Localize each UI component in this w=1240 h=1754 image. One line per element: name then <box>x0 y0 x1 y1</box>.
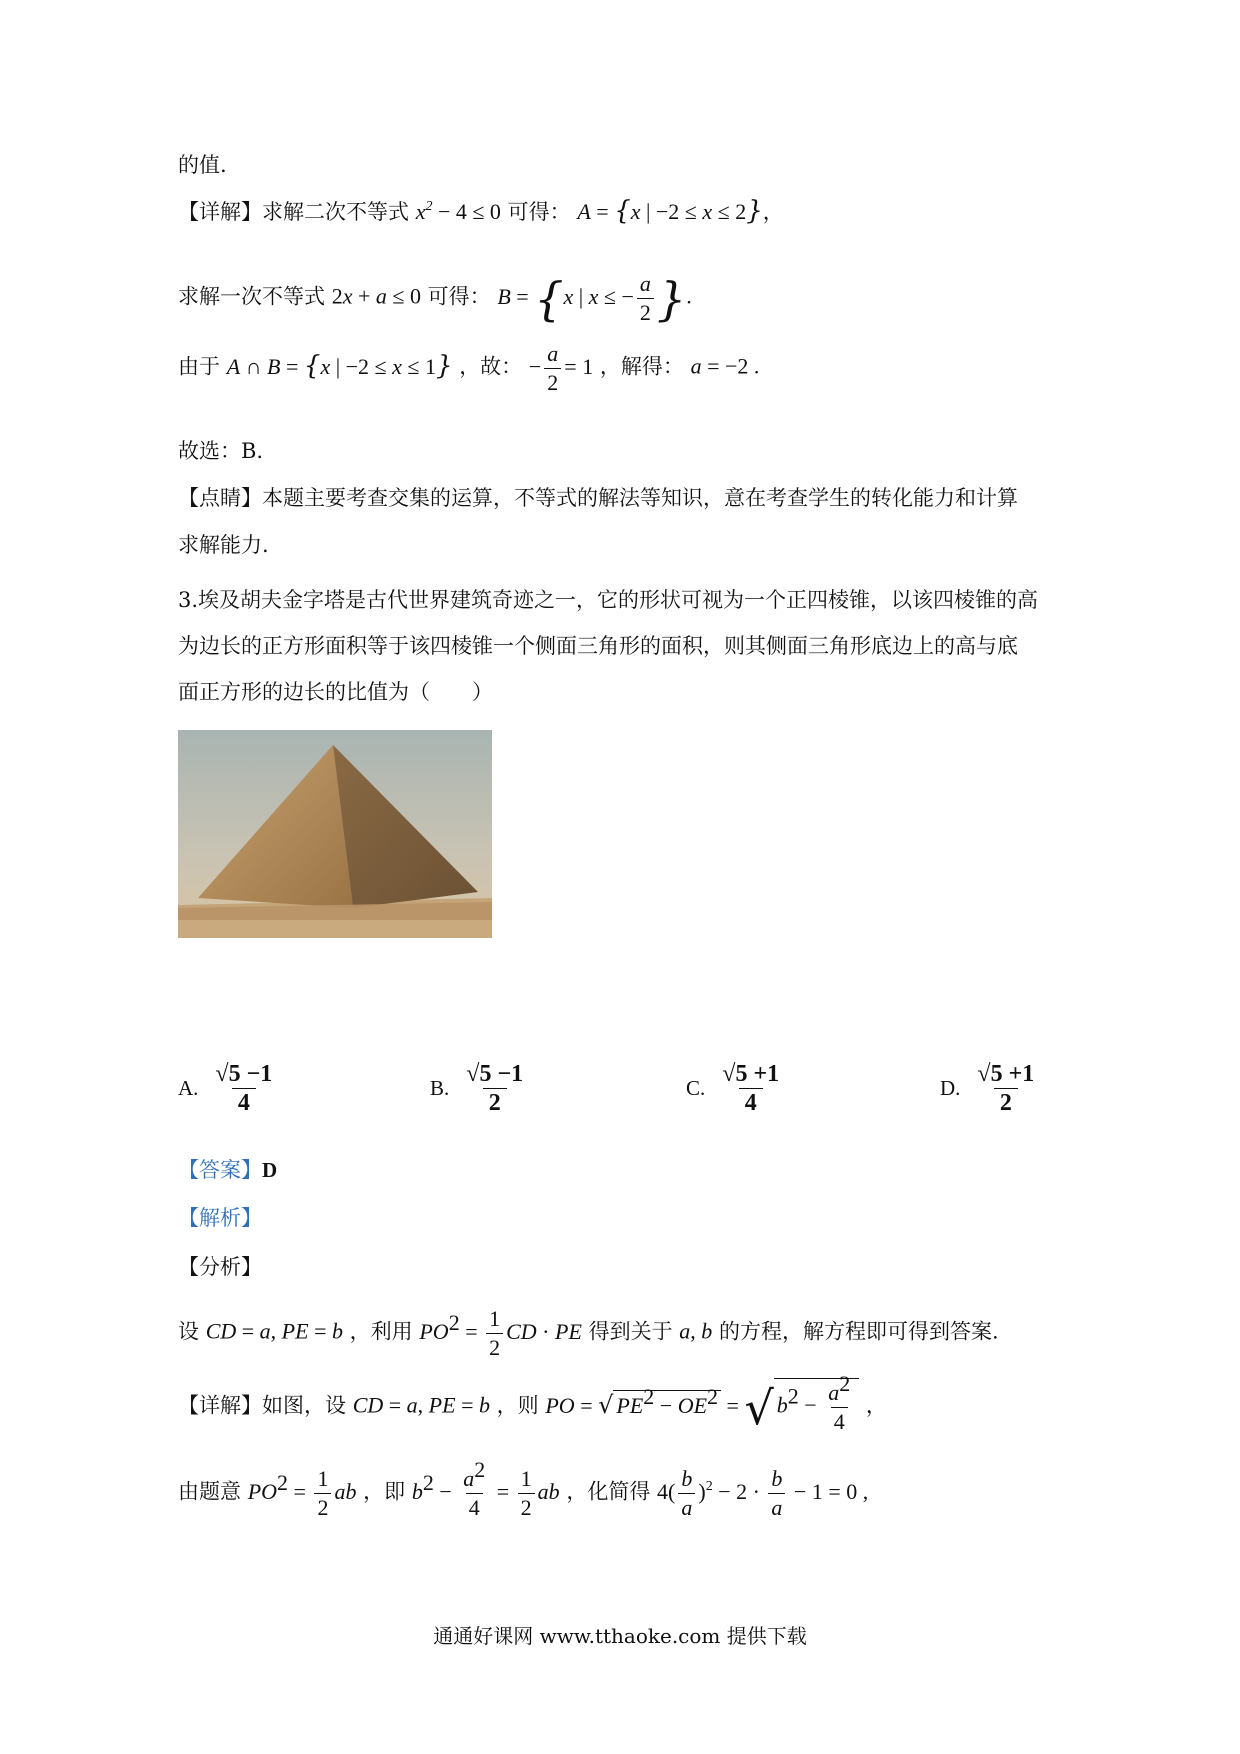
fraction-denominator: 2 <box>483 1088 507 1117</box>
option-fraction <box>716 1060 785 1117</box>
math-definition: CD = a, PE = b <box>352 1392 490 1418</box>
detail-tag: 【详解】 <box>178 1393 262 1418</box>
math-inequality: $x^2 - 4 \le 0$ <box>415 199 501 224</box>
analysis-tag: 【解析】 <box>178 1206 262 1230</box>
text-span: 由于 <box>178 354 220 379</box>
text-span: 设 <box>178 1319 199 1344</box>
math-relation: $PO^2$ = $\frac{1}{2}$ CD · PE <box>419 1306 582 1360</box>
text-span: 求解一次不等式 <box>178 284 325 309</box>
text-span: ， <box>865 1393 887 1418</box>
math-substituted-equation: $b^2$ − $\frac{a^2}{4}$ = $\frac{1}{2}$ ab <box>411 1457 560 1520</box>
option-fraction <box>460 1060 529 1117</box>
detail-line-1: 【详解】求解二次不等式 $x^2 - 4 \le 0$ 可得： A = {x | −2 ≤ x ≤ 2}， <box>178 196 784 226</box>
text-span: ，解得： <box>599 354 684 379</box>
text-span: 本题主要考查交集的运算，不等式的解法等知识，意在考查学生的转化能力和计算 <box>262 486 1018 510</box>
text-line: 求解能力. <box>178 533 269 557</box>
pyramid-photo <box>178 730 492 938</box>
option-d[interactable] <box>940 1060 1043 1117</box>
math-inequality: 2x + a ≤ 0 <box>331 283 421 309</box>
math-set-b: B = {x | x ≤ − $\frac{a}{2}$ } <box>497 271 687 326</box>
option-a[interactable] <box>178 1060 281 1117</box>
math-intersection: A ∩ B = {x | −2 ≤ x ≤ 1} <box>226 350 453 381</box>
text-span: 的方程，解方程即可得到答案. <box>718 1319 999 1344</box>
math-equation: − $\frac{a}{2}$ = 1 <box>528 341 594 395</box>
math-result: a = −2 . <box>690 353 760 379</box>
text-line: 故选：B. <box>178 439 264 463</box>
text-span: ，化简得 <box>566 1479 651 1504</box>
text-span: ，故： <box>459 354 523 379</box>
fraction-numerator: √5 −1 <box>466 1061 524 1087</box>
fenxi-line <box>178 1305 999 1362</box>
fraction-numerator: √5 +1 <box>722 1061 780 1087</box>
text-span: 可得： <box>507 200 571 224</box>
question-line: 3.埃及胡夫金字塔是古代世界建筑奇迹之一，它的形状可视为一个正四棱锥，以该四棱锥的高 <box>178 588 1039 612</box>
text-span: ，即 <box>363 1479 406 1504</box>
fraction-numerator: √5 +1 <box>977 1061 1035 1087</box>
answer-line <box>178 1155 277 1185</box>
option-label: A. <box>178 1076 199 1100</box>
option-c[interactable] <box>686 1060 788 1117</box>
option-label: C. <box>686 1076 706 1100</box>
detail-line-4 <box>178 1371 887 1436</box>
detail-line-5 <box>178 1457 869 1522</box>
fraction-denominator: 4 <box>232 1088 256 1117</box>
math-area-equation: $PO^2$ = $\frac{1}{2}$ ab <box>247 1466 357 1520</box>
question-line: 面正方形的边长的比值为（ ） <box>178 680 493 704</box>
answer-value: D <box>262 1158 278 1182</box>
fraction-denominator: 4 <box>739 1088 763 1117</box>
comment-line <box>178 483 1018 513</box>
option-fraction <box>209 1060 278 1117</box>
comment-tag: 【点睛】 <box>178 486 262 510</box>
text-span: ，则 <box>496 1393 539 1418</box>
math-definition: CD = a, PE = b <box>205 1318 343 1344</box>
text-span: ，利用 <box>349 1319 413 1344</box>
math-variables: a, b <box>679 1318 713 1344</box>
detail-line-3 <box>178 340 759 397</box>
text-span: 如图，设 <box>262 1393 346 1418</box>
question-line: 为边长的正方形面积等于该四棱锥一个侧面三角形的面积，则其侧面三角形底边上的高与底 <box>178 634 1018 658</box>
option-label: D. <box>940 1076 961 1100</box>
fraction-denominator: 2 <box>994 1088 1018 1117</box>
fenxi-tag: 【分析】 <box>178 1255 262 1279</box>
text-span: 由题意 <box>178 1479 241 1504</box>
detail-tag: 【详解】 <box>178 200 262 224</box>
text-span: 可得： <box>427 284 491 309</box>
text-span: 得到关于 <box>588 1319 673 1344</box>
math-po-expression: PO = √ $PE^2 - OE^2$ = √ $b^2$ − $\frac{a^2}{4}$ <box>545 1393 859 1418</box>
option-label: B. <box>430 1076 450 1100</box>
option-fraction <box>971 1060 1040 1117</box>
footer-credit: 通通好课网 www.tthaoke.com 提供下载 <box>433 1624 807 1648</box>
text-span: 求解二次不等式 <box>262 200 409 224</box>
fraction-numerator: √5 −1 <box>215 1061 273 1087</box>
detail-line-2: 求解一次不等式 2x + a ≤ 0 可得： B = {x | x ≤ − $\frac{a}{2}$ }. <box>178 271 692 326</box>
answer-options <box>0 1060 1240 1130</box>
math-simplified-equation: 4( $\frac{b}{a}$ )$^2$ − 2 · $\frac{b}{a}$ − 1 = 0 , <box>657 1466 869 1520</box>
answer-tag: 【答案】 <box>178 1158 262 1182</box>
text-line: 的值. <box>178 153 227 177</box>
math-set-a: A = {x | −2 ≤ x ≤ 2} <box>577 196 763 226</box>
option-b[interactable] <box>430 1060 532 1117</box>
